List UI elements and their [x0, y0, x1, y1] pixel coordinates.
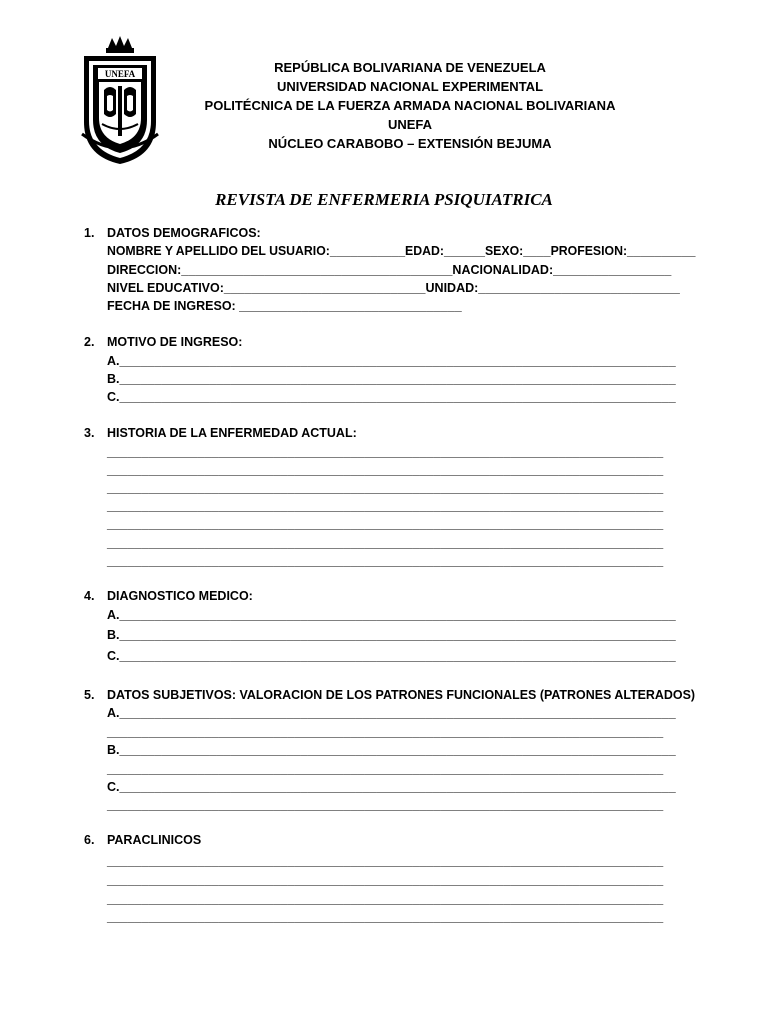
- logo-text: UNEFA: [104, 69, 136, 79]
- header-line: POLITÉCNICA DE LA FUERZA ARMADA NACIONAL BOLIVARIANA: [204, 98, 616, 113]
- form-line: ________________________________________________________________________________: [107, 725, 664, 739]
- form-line: B.________________________________________________________________________________: [107, 743, 676, 757]
- section-number: 6.: [84, 833, 95, 847]
- section-number: 4.: [84, 589, 95, 603]
- unefa-logo: [80, 34, 160, 166]
- section-heading: MOTIVO DE INGRESO:: [107, 335, 243, 349]
- form-line: C.________________________________________________________________________________: [107, 780, 676, 794]
- form-line: A.________________________________________________________________________________: [107, 608, 676, 622]
- form-line: ________________________________________________________________________________: [107, 892, 664, 906]
- header-line: REPÚBLICA BOLIVARIANA DE VENEZUELA: [274, 60, 546, 75]
- form-line: ________________________________________________________________________________: [107, 445, 664, 459]
- header-line: UNIVERSIDAD NACIONAL EXPERIMENTAL: [276, 79, 544, 94]
- form-line: ________________________________________________________________________________: [107, 798, 664, 812]
- form-line: ________________________________________________________________________________: [107, 481, 664, 495]
- form-line: C.________________________________________________________________________________: [107, 649, 676, 663]
- form-line: NIVEL EDUCATIVO:_____________________________UNIDAD:_____________________________: [107, 281, 680, 295]
- form-line: C.________________________________________________________________________________: [107, 390, 676, 404]
- section-heading: DATOS DEMOGRAFICOS:: [107, 226, 261, 240]
- form-line: ________________________________________________________________________________: [107, 517, 664, 531]
- header-line: NÚCLEO CARABOBO – EXTENSIÓN BEJUMA: [268, 136, 552, 151]
- section-heading: PARACLINICOS: [107, 833, 202, 847]
- form-line: A.________________________________________________________________________________: [107, 706, 676, 720]
- section-number: 2.: [84, 335, 95, 349]
- form-line: ________________________________________________________________________________: [107, 873, 664, 887]
- form-line: B.________________________________________________________________________________: [107, 372, 676, 386]
- form-line: ________________________________________________________________________________: [107, 762, 664, 776]
- form-line: ________________________________________________________________________________: [107, 499, 664, 513]
- section-number: 1.: [84, 226, 95, 240]
- form-line: NOMBRE Y APELLIDO DEL USUARIO:___________EDAD:______SEXO:____PROFESION:__________: [107, 244, 696, 258]
- institution-header: [180, 58, 640, 153]
- document-title: REVISTA DE ENFERMERIA PSIQUIATRICA: [215, 190, 553, 209]
- form-line: DIRECCION:_______________________________________NACIONALIDAD:_________________: [107, 263, 672, 277]
- form-line: ________________________________________________________________________________: [107, 854, 664, 868]
- section-number: 3.: [84, 426, 95, 440]
- form-line: ________________________________________________________________________________: [107, 554, 664, 568]
- section-heading: DATOS SUBJETIVOS: VALORACION DE LOS PATRONES FUNCIONALES (PATRONES ALTERADOS): [107, 688, 696, 702]
- form-line: ________________________________________________________________________________: [107, 463, 664, 477]
- form-line: A.________________________________________________________________________________: [107, 354, 676, 368]
- form-line: ________________________________________________________________________________: [107, 910, 664, 924]
- section-heading: HISTORIA DE LA ENFERMEDAD ACTUAL:: [107, 426, 357, 440]
- section-number: 5.: [84, 688, 95, 702]
- form-line: ________________________________________________________________________________: [107, 536, 664, 550]
- form-line: FECHA DE INGRESO: ________________________________: [107, 299, 462, 313]
- section-heading: DIAGNOSTICO MEDICO:: [107, 589, 253, 603]
- form-line: B.________________________________________________________________________________: [107, 628, 676, 642]
- header-line: UNEFA: [387, 117, 433, 132]
